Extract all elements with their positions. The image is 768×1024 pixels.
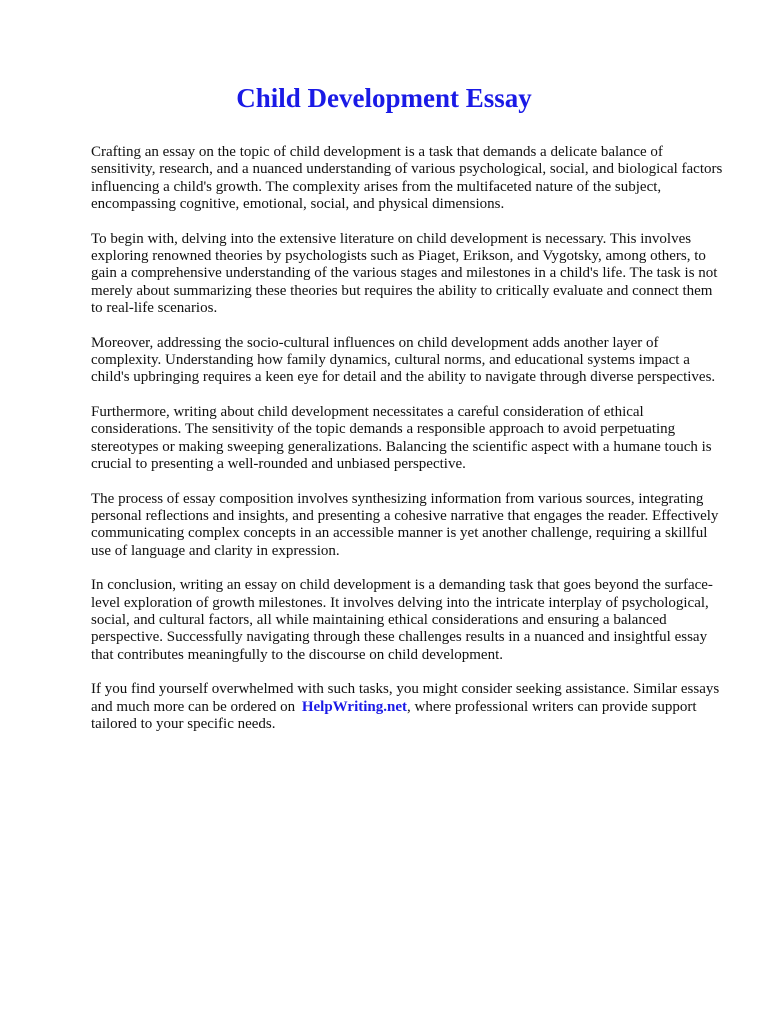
essay-body (91, 144, 725, 750)
paragraph-ethics: Furthermore, writing about child development necessitates a careful consideration of ethical considerations. The sensitivity of the topic demands a responsible approach to avoid perpetuating stereotypes or making sweeping generalizations. Balancing the scientific aspect with a humane touch is crucial to presenting a well-rounded and unbiased perspective. (91, 403, 712, 473)
page-title: Child Development Essay (236, 83, 532, 113)
paragraph-socio-cultural: Moreover, addressing the socio-cultural influences on child development adds another layer of complexity. Understanding how family dynamics, cultural norms, and educational systems impact a child's upbringing requires a keen eye for detail and the ability to navigate through diverse perspectives. (91, 334, 716, 386)
paragraph-closing (91, 681, 725, 733)
paragraph-literature: To begin with, delving into the extensive literature on child development is necessary. This involves exploring renowned theories by psychologists such as Piaget, Erikson, and Vygotsky, among others, to gain a comprehensive understanding of the various stages and milestones in a child's life. The task is not merely about summarizing these theories but requires the ability to critically evaluate and connect them to real-life scenarios. (91, 230, 718, 317)
closing-text-before-link: If you find yourself overwhelmed with such tasks, you might consider seeking assistance. Similar essays and much more can be ordered on (91, 681, 720, 715)
paragraph-intro: Crafting an essay on the topic of child development is a task that demands a delicate balance of sensitivity, research, and a nuanced understanding of various psychological, social, and biological factors influencing a child's growth. The complexity arises from the multifaceted nature of the subject, encompassing cognitive, emotional, social, and physical dimensions. (91, 144, 723, 213)
paragraph-conclusion: In conclusion, writing an essay on child development is a demanding task that goes beyond the surface-level exploration of growth milestones. It involves delving into the intricate interplay of psychological, social, and cultural factors, all while maintaining ethical considerations and ensuring a balanced perspective. Successfully navigating through these challenges results in a nuanced and insightful essay that contributes meaningfully to the discourse on child development. (91, 577, 713, 663)
helpwriting-link[interactable]: HelpWriting.net (301, 698, 407, 715)
paragraph-composition: The process of essay composition involves synthesizing information from various sources, integrating personal reflections and insights, and presenting a cohesive narrative that engages the reader. Effectively communicating complex concepts in an accessible manner is yet another challenge, requiring a skillful use of language and clarity in expression. (91, 490, 719, 559)
closing-text-after-link: , where professional writers can provide support tailored to your specific needs. (91, 698, 697, 732)
